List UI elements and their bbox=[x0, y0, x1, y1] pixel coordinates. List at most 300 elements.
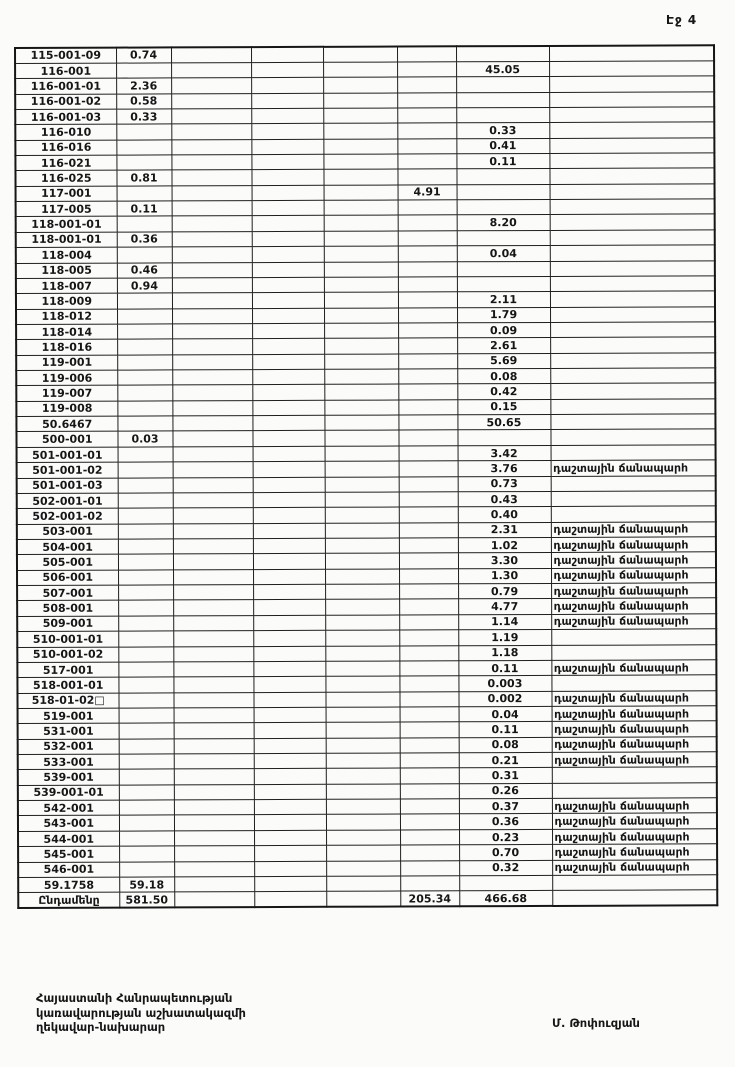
cell-empty bbox=[251, 62, 323, 78]
cell-value-b bbox=[397, 108, 456, 124]
cell-code: 116-001 bbox=[15, 63, 116, 79]
cell-value-a bbox=[117, 186, 172, 202]
cell-code: 502-001-02 bbox=[17, 508, 118, 524]
cell-value-a bbox=[119, 800, 174, 816]
cell-empty bbox=[174, 800, 254, 816]
cell-note bbox=[550, 337, 715, 353]
cell-empty bbox=[174, 723, 254, 739]
cell-value-c bbox=[456, 107, 549, 123]
cell-empty bbox=[326, 799, 400, 815]
cell-empty bbox=[172, 308, 252, 324]
cell-empty bbox=[252, 354, 324, 370]
cell-note: դաշտային ճանապարհ bbox=[551, 460, 716, 476]
cell-note bbox=[550, 322, 715, 338]
cell-value-c bbox=[456, 92, 549, 108]
cell-value-a bbox=[117, 370, 172, 386]
cell-value-a bbox=[118, 493, 173, 509]
cell-value-a: 0.36 bbox=[117, 232, 172, 248]
cell-code: Ընդամենը bbox=[18, 892, 119, 908]
cell-empty bbox=[254, 799, 326, 815]
cell-empty bbox=[325, 446, 399, 462]
cell-empty bbox=[253, 554, 325, 570]
cell-note bbox=[549, 91, 714, 107]
cell-empty bbox=[252, 246, 324, 262]
cell-code: 116-010 bbox=[15, 124, 116, 140]
cell-value-c bbox=[459, 875, 552, 891]
cell-value-c: 0.37 bbox=[459, 799, 552, 815]
cell-code: 117-001 bbox=[16, 186, 117, 202]
cell-empty bbox=[324, 323, 398, 339]
footer-org-line-2: կառավարության աշխատակազմի bbox=[36, 1005, 246, 1020]
cell-value-b bbox=[398, 277, 457, 293]
cell-note: դաշտային ճանապարհ bbox=[552, 736, 717, 752]
cell-empty bbox=[172, 339, 252, 355]
cell-value-b bbox=[397, 62, 456, 78]
cell-value-b bbox=[399, 507, 458, 523]
cell-empty bbox=[253, 615, 325, 631]
cell-empty bbox=[254, 892, 326, 908]
cell-empty bbox=[171, 124, 251, 140]
cell-empty bbox=[174, 769, 254, 785]
cell-empty bbox=[174, 754, 254, 770]
cell-value-a: 0.94 bbox=[117, 278, 172, 294]
cell-empty bbox=[325, 477, 399, 493]
cell-empty bbox=[325, 661, 399, 677]
cell-value-a bbox=[119, 785, 174, 801]
cell-value-b bbox=[400, 753, 459, 769]
cell-value-c: 5.69 bbox=[457, 353, 550, 369]
cell-empty bbox=[172, 431, 252, 447]
cell-empty bbox=[252, 385, 324, 401]
cell-value-b bbox=[399, 538, 458, 554]
cell-value-a bbox=[118, 554, 173, 570]
cell-value-c: 2.61 bbox=[457, 338, 550, 354]
cell-note bbox=[550, 352, 715, 368]
cell-value-c: 0.04 bbox=[459, 706, 552, 722]
cell-code: 504-001 bbox=[17, 539, 118, 555]
cell-empty bbox=[252, 323, 324, 339]
cell-code: 544-001 bbox=[18, 831, 119, 847]
cell-code: 116-001-03 bbox=[15, 109, 116, 125]
cell-empty bbox=[253, 446, 325, 462]
cell-note bbox=[549, 61, 714, 77]
cell-value-a bbox=[117, 324, 172, 340]
cell-note: դաշտային ճանապարհ bbox=[552, 813, 717, 829]
cell-code: 117-005 bbox=[16, 201, 117, 217]
cell-value-c: 0.04 bbox=[457, 246, 550, 262]
cell-empty bbox=[324, 231, 398, 247]
cell-value-a bbox=[119, 769, 174, 785]
signer-name: Մ. Թոփուզյան bbox=[552, 1016, 640, 1030]
cell-value-b bbox=[397, 77, 456, 93]
cell-empty bbox=[252, 339, 324, 355]
cell-code: 119-007 bbox=[16, 386, 117, 402]
cell-value-a bbox=[118, 677, 173, 693]
cell-empty bbox=[171, 109, 251, 125]
cell-empty bbox=[326, 830, 400, 846]
cell-empty bbox=[172, 216, 252, 232]
cell-note: դաշտային ճանապարհ bbox=[552, 844, 717, 860]
cell-value-a: 0.33 bbox=[116, 109, 171, 125]
cell-note bbox=[551, 475, 716, 491]
cell-empty bbox=[172, 324, 252, 340]
cell-empty bbox=[171, 47, 251, 63]
cell-empty bbox=[171, 155, 251, 171]
cell-empty bbox=[254, 769, 326, 785]
cell-empty bbox=[253, 569, 325, 585]
cell-empty bbox=[251, 47, 323, 63]
cell-value-b bbox=[400, 799, 459, 815]
cell-note: դաշտային ճանապարհ bbox=[551, 690, 716, 706]
cell-empty bbox=[254, 753, 326, 769]
cell-value-b bbox=[397, 46, 456, 62]
cell-note bbox=[551, 491, 716, 507]
cell-value-a: 0.81 bbox=[116, 170, 171, 186]
cell-code: 539-001-01 bbox=[18, 785, 119, 801]
cell-value-c: 0.11 bbox=[456, 153, 549, 169]
cell-value-a bbox=[118, 662, 173, 678]
cell-note bbox=[551, 506, 716, 522]
cell-empty bbox=[326, 722, 400, 738]
cell-note: դաշտային ճանապարհ bbox=[551, 598, 716, 614]
cell-value-a bbox=[118, 600, 173, 616]
cell-empty bbox=[324, 308, 398, 324]
cell-code: 118-001-01 bbox=[16, 217, 117, 233]
cell-value-b bbox=[400, 737, 459, 753]
cell-value-b bbox=[399, 446, 458, 462]
cell-value-a bbox=[118, 524, 173, 540]
cell-value-b bbox=[400, 722, 459, 738]
cell-value-c bbox=[457, 430, 550, 446]
cell-note bbox=[550, 260, 715, 276]
cell-note bbox=[549, 153, 714, 169]
cell-note bbox=[552, 890, 717, 906]
cell-empty bbox=[173, 569, 253, 585]
cell-value-c: 3.30 bbox=[458, 553, 551, 569]
cell-value-b bbox=[398, 215, 457, 231]
cell-value-b bbox=[398, 400, 457, 416]
cell-value-a bbox=[119, 739, 174, 755]
cell-code: 50.6467 bbox=[16, 416, 117, 432]
cell-empty bbox=[324, 338, 398, 354]
cell-value-c: 2.31 bbox=[458, 522, 551, 538]
cell-value-a bbox=[116, 140, 171, 156]
cell-empty bbox=[325, 615, 399, 631]
cell-empty bbox=[173, 523, 253, 539]
cell-value-c: 0.23 bbox=[459, 829, 552, 845]
cell-empty bbox=[253, 477, 325, 493]
cell-value-a bbox=[117, 309, 172, 325]
cell-empty bbox=[252, 293, 324, 309]
cell-value-a bbox=[118, 447, 173, 463]
cell-value-b bbox=[398, 231, 457, 247]
cell-empty bbox=[323, 169, 397, 185]
cell-empty bbox=[324, 200, 398, 216]
cell-value-b bbox=[397, 138, 456, 154]
page-number-label: Էջ 4 bbox=[666, 13, 698, 27]
cell-empty bbox=[253, 462, 325, 478]
cell-note: դաշտային ճանապարհ bbox=[552, 721, 717, 737]
cell-value-a: 0.46 bbox=[117, 262, 172, 278]
cell-empty bbox=[324, 415, 398, 431]
cell-empty bbox=[174, 892, 254, 908]
cell-value-b bbox=[398, 430, 457, 446]
cell-code: 501-001-01 bbox=[17, 447, 118, 463]
cell-note: դաշտային ճանապարհ bbox=[551, 568, 716, 584]
cell-empty bbox=[323, 47, 397, 63]
cell-value-c: 1.30 bbox=[458, 568, 551, 584]
cell-value-a: 0.03 bbox=[117, 431, 172, 447]
cell-value-c: 0.08 bbox=[457, 368, 550, 384]
cell-value-c: 1.18 bbox=[458, 645, 551, 661]
cell-value-b bbox=[399, 522, 458, 538]
cell-empty bbox=[172, 400, 252, 416]
cell-empty bbox=[171, 139, 251, 155]
cell-empty bbox=[252, 277, 324, 293]
cell-empty bbox=[325, 507, 399, 523]
cell-note bbox=[550, 399, 715, 415]
table-row bbox=[18, 890, 717, 908]
cell-note bbox=[549, 137, 714, 153]
cell-empty bbox=[251, 154, 323, 170]
cell-value-a bbox=[118, 477, 173, 493]
cell-value-c: 50.65 bbox=[457, 415, 550, 431]
cell-value-a bbox=[117, 247, 172, 263]
cell-empty bbox=[252, 400, 324, 416]
cell-note: դաշտային ճանապարհ bbox=[551, 614, 716, 630]
cell-empty bbox=[324, 292, 398, 308]
cell-empty bbox=[323, 154, 397, 170]
cell-code: 518-001-01 bbox=[17, 677, 118, 693]
cell-code: 119-008 bbox=[16, 401, 117, 417]
cell-empty bbox=[325, 569, 399, 585]
cell-value-b bbox=[399, 553, 458, 569]
cell-empty bbox=[172, 185, 252, 201]
cell-empty bbox=[253, 492, 325, 508]
cell-value-b bbox=[397, 154, 456, 170]
cell-empty bbox=[323, 62, 397, 78]
cell-empty bbox=[252, 415, 324, 431]
cell-value-b bbox=[397, 92, 456, 108]
cell-code: 539-001 bbox=[18, 769, 119, 785]
cell-empty bbox=[173, 692, 253, 708]
cell-code: 118-016 bbox=[16, 339, 117, 355]
cell-value-a bbox=[117, 355, 172, 371]
cell-empty bbox=[173, 600, 253, 616]
cell-value-a bbox=[118, 616, 173, 632]
cell-empty bbox=[173, 631, 253, 647]
cell-note bbox=[549, 107, 714, 123]
cell-empty bbox=[173, 493, 253, 509]
cell-value-b bbox=[398, 261, 457, 277]
cell-empty bbox=[173, 539, 253, 555]
cell-empty bbox=[254, 723, 326, 739]
cell-note bbox=[550, 368, 715, 384]
cell-value-b bbox=[398, 338, 457, 354]
cell-empty bbox=[172, 201, 252, 217]
cell-note: դաշտային ճանապարհ bbox=[552, 752, 717, 768]
cell-empty bbox=[324, 400, 398, 416]
cell-empty bbox=[174, 830, 254, 846]
cell-value-c bbox=[456, 46, 549, 62]
cell-value-b bbox=[400, 784, 459, 800]
cell-empty bbox=[254, 738, 326, 754]
cell-empty bbox=[252, 200, 324, 216]
cell-value-a bbox=[117, 416, 172, 432]
cell-value-c: 0.36 bbox=[459, 814, 552, 830]
cell-code: 519-001 bbox=[18, 708, 119, 724]
cell-empty bbox=[252, 369, 324, 385]
cell-value-c: 0.002 bbox=[458, 691, 551, 707]
cell-note: դաշտային ճանապարհ bbox=[551, 660, 716, 676]
cell-empty bbox=[173, 462, 253, 478]
cell-value-a bbox=[119, 723, 174, 739]
cell-value-a bbox=[117, 401, 172, 417]
cell-empty bbox=[323, 139, 397, 155]
cell-empty bbox=[172, 354, 252, 370]
cell-empty bbox=[323, 123, 397, 139]
cell-empty bbox=[324, 369, 398, 385]
cell-value-b bbox=[400, 876, 459, 892]
cell-value-a bbox=[119, 861, 174, 877]
cell-note: դաշտային ճանապարհ bbox=[551, 521, 716, 537]
cell-code: 119-006 bbox=[16, 370, 117, 386]
cell-empty bbox=[326, 707, 400, 723]
cell-empty bbox=[173, 615, 253, 631]
cell-empty bbox=[172, 370, 252, 386]
cell-value-b bbox=[398, 369, 457, 385]
cell-note bbox=[550, 383, 715, 399]
cell-empty bbox=[253, 523, 325, 539]
cell-empty bbox=[173, 477, 253, 493]
cell-value-b bbox=[400, 845, 459, 861]
cell-empty bbox=[325, 599, 399, 615]
cell-empty bbox=[323, 77, 397, 93]
cell-value-c: 0.70 bbox=[459, 845, 552, 861]
cell-value-c bbox=[456, 77, 549, 93]
cell-code: 501-001-03 bbox=[17, 478, 118, 494]
cell-value-b bbox=[399, 661, 458, 677]
cell-value-b bbox=[399, 599, 458, 615]
cell-empty bbox=[324, 277, 398, 293]
cell-code: 510-001-01 bbox=[17, 631, 118, 647]
cell-value-b bbox=[398, 353, 457, 369]
cadastre-register-table bbox=[14, 44, 718, 909]
cell-empty bbox=[326, 753, 400, 769]
cell-code: 507-001 bbox=[17, 585, 118, 601]
cell-empty bbox=[253, 600, 325, 616]
footer-org-line-1: Հայաստանի Հանրապետության bbox=[36, 991, 233, 1005]
cell-code: 518-01-02□ bbox=[17, 693, 118, 709]
cell-value-a: 0.11 bbox=[117, 201, 172, 217]
cell-value-a: 59.18 bbox=[119, 877, 174, 893]
cell-value-c: 0.33 bbox=[456, 123, 549, 139]
cell-empty bbox=[254, 707, 326, 723]
cell-empty bbox=[324, 185, 398, 201]
cell-empty bbox=[324, 354, 398, 370]
cell-value-b bbox=[399, 492, 458, 508]
cell-empty bbox=[326, 768, 400, 784]
cell-empty bbox=[171, 170, 251, 186]
cell-value-c: 0.26 bbox=[459, 783, 552, 799]
cell-value-c bbox=[457, 261, 550, 277]
cell-code: 500-001 bbox=[16, 432, 117, 448]
cell-value-c: 3.76 bbox=[458, 461, 551, 477]
cell-value-a bbox=[118, 585, 173, 601]
cell-empty bbox=[325, 646, 399, 662]
cell-value-a: 2.36 bbox=[116, 78, 171, 94]
cell-empty bbox=[251, 124, 323, 140]
cell-value-a bbox=[118, 462, 173, 478]
cell-code: 115-001-09 bbox=[15, 48, 116, 64]
cell-empty bbox=[254, 830, 326, 846]
cell-note bbox=[551, 629, 716, 645]
cell-value-a bbox=[118, 539, 173, 555]
cell-empty bbox=[251, 93, 323, 109]
cell-code: 543-001 bbox=[18, 816, 119, 832]
cell-empty bbox=[251, 170, 323, 186]
cell-value-b bbox=[399, 691, 458, 707]
cell-value-b bbox=[397, 123, 456, 139]
cell-value-a bbox=[119, 708, 174, 724]
cell-code: 506-001 bbox=[17, 570, 118, 586]
cell-empty bbox=[173, 646, 253, 662]
cell-empty bbox=[253, 661, 325, 677]
cell-empty bbox=[174, 738, 254, 754]
cell-empty bbox=[171, 62, 251, 78]
cell-note: դաշտային ճանապարհ bbox=[551, 537, 716, 553]
cell-code: 59.1758 bbox=[18, 877, 119, 893]
cell-note: դաշտային ճանապարհ bbox=[551, 583, 716, 599]
cell-code: 531-001 bbox=[18, 723, 119, 739]
cell-note bbox=[550, 184, 715, 200]
cell-value-c: 1.02 bbox=[458, 537, 551, 553]
cell-empty bbox=[253, 677, 325, 693]
cell-empty bbox=[173, 661, 253, 677]
cell-note bbox=[551, 675, 716, 691]
cell-empty bbox=[174, 784, 254, 800]
cell-code: 501-001-02 bbox=[17, 462, 118, 478]
cell-empty bbox=[326, 876, 400, 892]
cell-empty bbox=[324, 384, 398, 400]
cell-value-c: 45.05 bbox=[456, 61, 549, 77]
cell-value-c: 4.77 bbox=[458, 599, 551, 615]
cell-empty bbox=[252, 308, 324, 324]
cell-note bbox=[550, 306, 715, 322]
cell-value-b: 205.34 bbox=[400, 891, 459, 907]
cell-empty bbox=[173, 585, 253, 601]
cell-value-c: 0.42 bbox=[457, 384, 550, 400]
cell-empty bbox=[252, 185, 324, 201]
cell-empty bbox=[325, 630, 399, 646]
cell-code: 508-001 bbox=[17, 601, 118, 617]
cell-value-c: 0.09 bbox=[457, 322, 550, 338]
cell-empty bbox=[172, 293, 252, 309]
cell-value-c: 0.15 bbox=[457, 399, 550, 415]
cell-value-b bbox=[398, 200, 457, 216]
cell-note bbox=[552, 875, 717, 891]
cell-value-a bbox=[118, 508, 173, 524]
cell-value-c: 2.11 bbox=[457, 292, 550, 308]
cell-code: 503-001 bbox=[17, 524, 118, 540]
cell-code: 505-001 bbox=[17, 554, 118, 570]
cell-empty bbox=[252, 216, 324, 232]
cell-value-c: 0.21 bbox=[459, 752, 552, 768]
cell-value-c: 8.20 bbox=[457, 215, 550, 231]
cell-value-a: 581.50 bbox=[119, 892, 174, 908]
cell-note: դաշտային ճանապարհ bbox=[552, 706, 717, 722]
cell-empty bbox=[172, 385, 252, 401]
